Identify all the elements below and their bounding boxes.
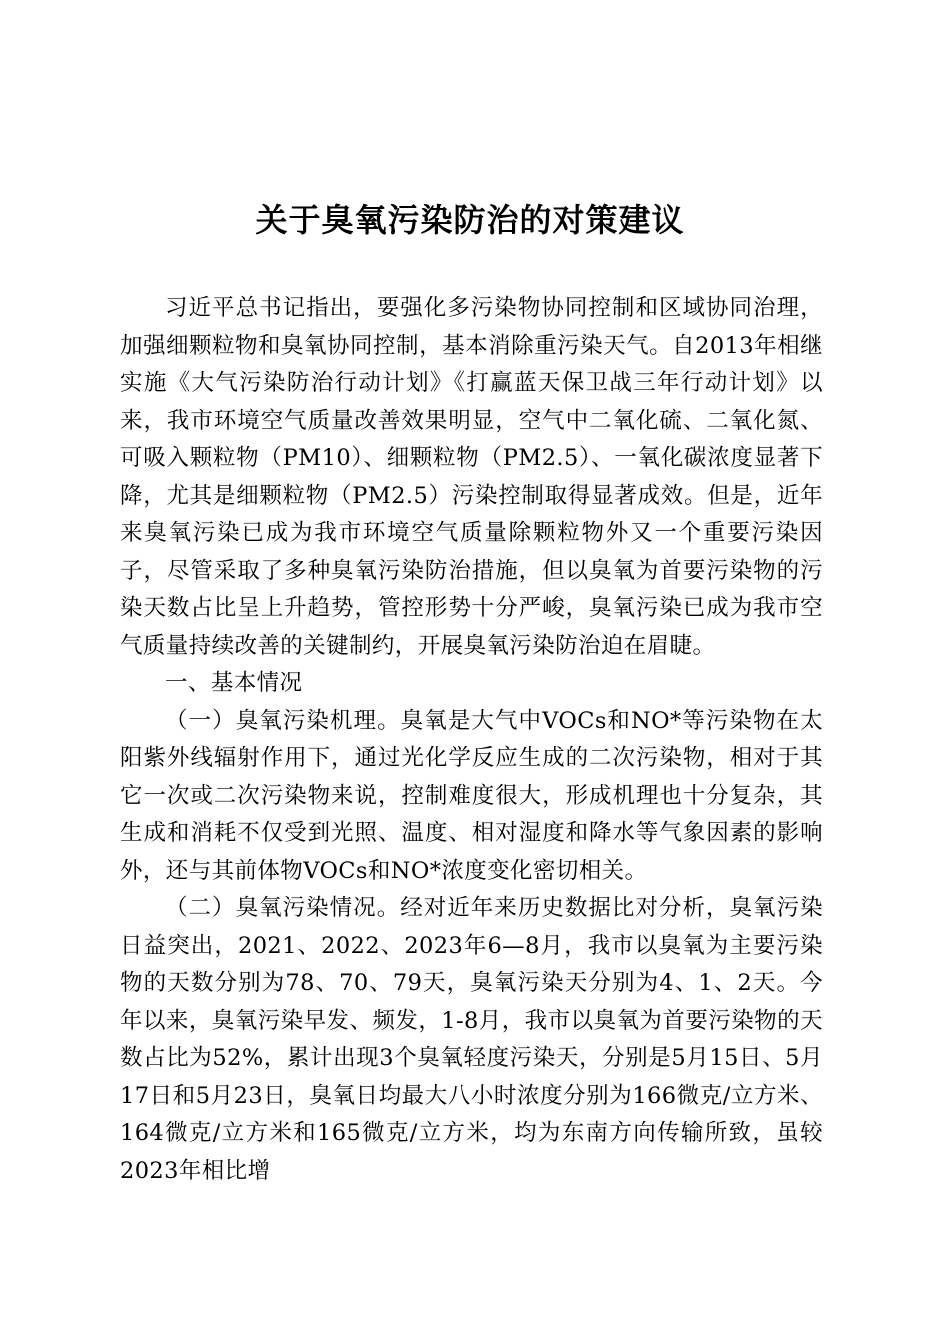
section-heading-basic-situation: 一、基本情况: [165, 670, 303, 696]
paragraph-ozone-mechanism: （一）臭氧污染机理。臭氧是大气中VOCs和NO*等污染物在太阳紫外线辐射作用下，通过光化学反应生成的二次污染物，相对于其它一次或二次污染物来说，控制难度很大，形成机理也十分复杂，其生成和消耗不仅受到光照、温度、相对湿度和降水等气象因素的影响外，还与其前体物VOCs和NO*浓度变化密切相关。: [120, 707, 823, 884]
paragraph-ozone-situation: （二）臭氧污染情况。经对近年来历史数据比对分析，臭氧污染日益突出，2021、2022、2023年6—8月，我市以臭氧为主要污染物的天数分别为78、70、79天，臭氧污染天分别为4、1、2天。今年以来，臭氧污染早发、频发，1-8月，我市以臭氧为首要污染物的天数占比为52%，累计出现3个臭氧轻度污染天，分别是5月15日、5月17日和5月23日，臭氧日均最大八小时浓度分别为166微克/立方米、164微克/立方米和165微克/立方米，均为东南方向传输所致，虽较2023年相比增: [120, 895, 823, 1184]
document-title: 关于臭氧污染防治的对策建议: [255, 201, 685, 239]
document-body: [120, 290, 823, 1190]
intro-paragraph: 习近平总书记指出，要强化多污染物协同控制和区域协同治理，加强细颗粒物和臭氧协同控制，基本消除重污染天气。自2013年相继实施《大气污染防治行动计划》《打赢蓝天保卫战三年行动计划》以来，我市环境空气质量改善效果明显，空气中二氧化硫、二氧化氮、可吸入颗粒物（PM10）、细颗粒物（PM2.5）、一氧化碳浓度显著下降，尤其是细颗粒物（PM2.5）污染控制取得显著成效。但是，近年来臭氧污染已成为我市环境空气质量除颗粒物外又一个重要污染因子，尽管采取了多种臭氧污染防治措施，但以臭氧为首要污染物的污染天数占比呈上升趋势，管控形势十分严峻，臭氧污染已成为我市空气质量持续改善的关键制约，开展臭氧污染防治迫在眉睫。: [120, 295, 823, 659]
